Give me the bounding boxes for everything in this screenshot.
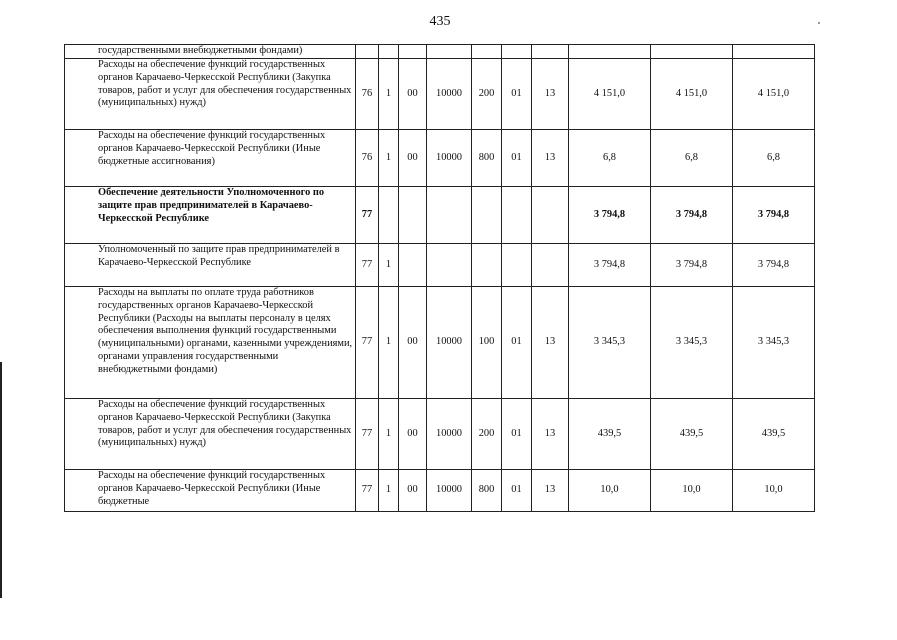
table-body — [65, 45, 815, 512]
row-description: Расходы на выплаты по оплате труда работников государственных органов Карачаево-Черкесской Республики (Расходы на выплаты персоналу в целях обеспечения выполнения функций государственными (муниципальными) органами, казенными учреждениями, органами управления государственными внебюджетными фондами) — [65, 287, 356, 399]
amount-year-2: 3 794,8 — [651, 244, 733, 287]
code-subsection: 13 — [532, 470, 569, 512]
code-ministry: 76 — [356, 130, 379, 187]
amount-year-1: 3 794,8 — [569, 187, 651, 244]
amount-year-1 — [569, 45, 651, 59]
table-row — [65, 187, 815, 244]
code-program — [379, 187, 399, 244]
amount-year-3: 4 151,0 — [733, 59, 815, 130]
amount-year-1: 10,0 — [569, 470, 651, 512]
row-description: Уполномоченный по защите прав предпринимателей в Карачаево-Черкесской Республике — [65, 244, 356, 287]
code-subprogram — [399, 45, 427, 59]
amount-year-2: 439,5 — [651, 399, 733, 470]
code-direction — [427, 244, 472, 287]
code-program: 1 — [379, 399, 399, 470]
code-ministry — [356, 45, 379, 59]
table-row — [65, 470, 815, 512]
amount-year-1: 3 345,3 — [569, 287, 651, 399]
code-section — [502, 187, 532, 244]
amount-year-3: 3 794,8 — [733, 187, 815, 244]
code-section: 01 — [502, 287, 532, 399]
row-description: Расходы на обеспечение функций государственных органов Карачаево-Черкесской Республики (Закупка товаров, работ и услуг для обеспечения государственных (муниципальных) нужд) — [65, 399, 356, 470]
amount-year-3: 6,8 — [733, 130, 815, 187]
code-direction: 10000 — [427, 470, 472, 512]
code-direction: 10000 — [427, 59, 472, 130]
row-description: Расходы на обеспечение функций государственных органов Карачаево-Черкесской Республики (Иные бюджетные ассигнования) — [65, 130, 356, 187]
scan-artifact — [818, 22, 820, 24]
code-subprogram: 00 — [399, 287, 427, 399]
code-section: 01 — [502, 399, 532, 470]
code-subsection — [532, 187, 569, 244]
code-direction: 10000 — [427, 130, 472, 187]
code-subsection: 13 — [532, 399, 569, 470]
code-expense-type — [472, 45, 502, 59]
code-expense-type: 200 — [472, 59, 502, 130]
code-ministry: 77 — [356, 187, 379, 244]
amount-year-3: 10,0 — [733, 470, 815, 512]
amount-year-1: 4 151,0 — [569, 59, 651, 130]
code-program: 1 — [379, 244, 399, 287]
code-subprogram: 00 — [399, 130, 427, 187]
table-row — [65, 130, 815, 187]
code-subprogram: 00 — [399, 59, 427, 130]
table-row — [65, 59, 815, 130]
code-subsection: 13 — [532, 287, 569, 399]
code-subprogram: 00 — [399, 399, 427, 470]
code-ministry: 76 — [356, 59, 379, 130]
code-expense-type: 800 — [472, 470, 502, 512]
code-program: 1 — [379, 470, 399, 512]
amount-year-2: 6,8 — [651, 130, 733, 187]
amount-year-3: 439,5 — [733, 399, 815, 470]
amount-year-1: 6,8 — [569, 130, 651, 187]
code-section — [502, 45, 532, 59]
code-subprogram — [399, 244, 427, 287]
code-direction — [427, 187, 472, 244]
table-row — [65, 45, 815, 59]
code-section — [502, 244, 532, 287]
amount-year-2 — [651, 45, 733, 59]
code-program: 1 — [379, 130, 399, 187]
code-subsection — [532, 244, 569, 287]
amount-year-2: 3 345,3 — [651, 287, 733, 399]
code-subsection — [532, 45, 569, 59]
row-description: Расходы на обеспечение функций государственных органов Карачаево-Черкесской Республики (Закупка товаров, работ и услуг для обеспечения государственных (муниципальных) нужд) — [65, 59, 356, 130]
table-row — [65, 399, 815, 470]
code-subsection: 13 — [532, 130, 569, 187]
code-section: 01 — [502, 470, 532, 512]
amount-year-1: 439,5 — [569, 399, 651, 470]
table-row — [65, 287, 815, 399]
budget-table — [64, 44, 815, 512]
code-ministry: 77 — [356, 287, 379, 399]
code-program: 1 — [379, 59, 399, 130]
code-subprogram — [399, 187, 427, 244]
row-description: Обеспечение деятельности Уполномоченного по защите прав предпринимателей в Карачаево-Черкесской Республике — [65, 187, 356, 244]
code-direction: 10000 — [427, 399, 472, 470]
code-ministry: 77 — [356, 399, 379, 470]
code-expense-type: 200 — [472, 399, 502, 470]
margin-line — [0, 362, 2, 598]
code-subsection: 13 — [532, 59, 569, 130]
code-expense-type — [472, 187, 502, 244]
code-expense-type: 100 — [472, 287, 502, 399]
code-direction — [427, 45, 472, 59]
code-program — [379, 45, 399, 59]
code-program: 1 — [379, 287, 399, 399]
amount-year-2: 4 151,0 — [651, 59, 733, 130]
code-expense-type — [472, 244, 502, 287]
code-ministry: 77 — [356, 470, 379, 512]
amount-year-2: 10,0 — [651, 470, 733, 512]
code-subprogram: 00 — [399, 470, 427, 512]
row-description: Расходы на обеспечение функций государственных органов Карачаево-Черкесской Республики (Иные бюджетные — [65, 470, 356, 512]
code-section: 01 — [502, 59, 532, 130]
code-section: 01 — [502, 130, 532, 187]
page-number: 435 — [429, 14, 451, 29]
code-direction: 10000 — [427, 287, 472, 399]
table-row — [65, 244, 815, 287]
amount-year-2: 3 794,8 — [651, 187, 733, 244]
code-ministry: 77 — [356, 244, 379, 287]
amount-year-3: 3 794,8 — [733, 244, 815, 287]
amount-year-1: 3 794,8 — [569, 244, 651, 287]
amount-year-3 — [733, 45, 815, 59]
row-description: государственными внебюджетными фондами) — [65, 45, 356, 59]
amount-year-3: 3 345,3 — [733, 287, 815, 399]
code-expense-type: 800 — [472, 130, 502, 187]
